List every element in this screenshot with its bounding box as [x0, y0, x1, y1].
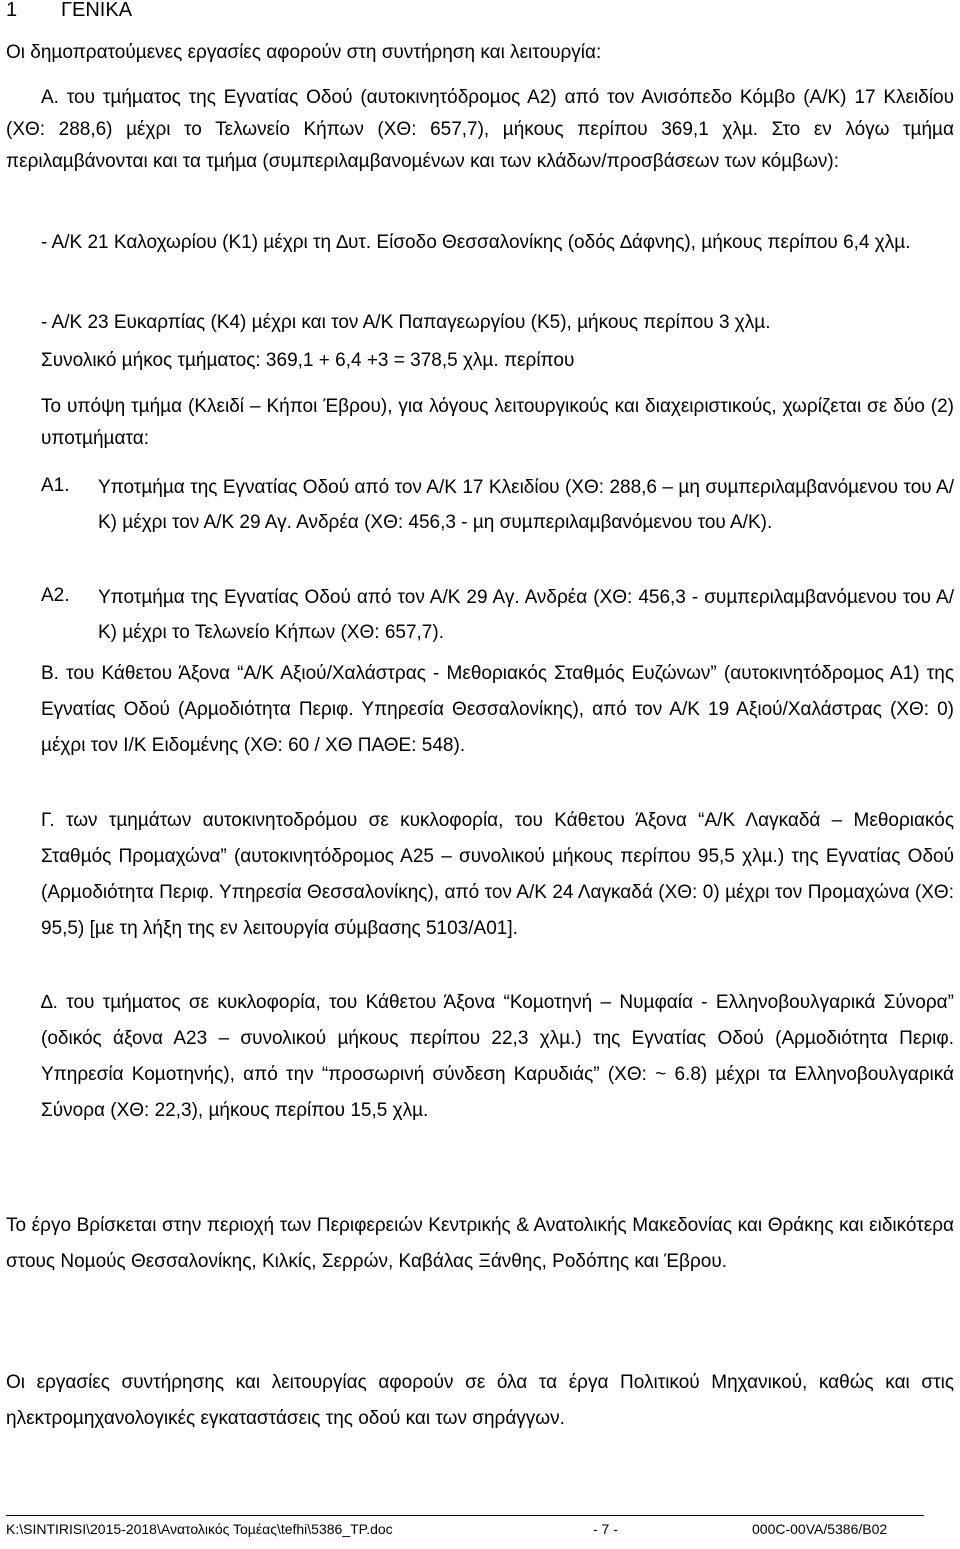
footer-file-path: K:\SINTIRISI\2015-2018\Ανατολικός Τοµέας\tefhi\5386_TP.doc — [6, 1521, 393, 1537]
section-a-paragraph: Α. του τµήµατος της Εγνατίας Οδού (αυτοκινητόδροµος Α2) από τον Ανισόπεδο Κόµβο (Α/Κ) 17 Κλειδίου (ΧΘ: 288,6) µέχρι το Τελωνείο Κήπων (ΧΘ: 657,7), µήκους περίπου 369,1 χλµ. Στο εν λόγω τµήµα περιλαµβάνονται και τα τµήµα (συµπεριλαµβανοµένων και των κλάδων/προσβάσεων των κόµβων): — [6, 87, 954, 172]
intro-paragraph: Οι δηµοπρατούµενες εργασίες αφορούν στη συντήρηση και λειτουργία: — [6, 42, 602, 63]
section-heading — [6, 0, 132, 26]
heading-title: ΓΕΝΙΚΑ — [61, 0, 133, 21]
section-a-total: Συνολικό µήκος τµήµατος: 369,1 + 6,4 +3 = 378,5 χλµ. περίπου — [41, 350, 575, 371]
subsection-a1-label: Α1. — [41, 475, 70, 496]
section-a-item-2: - Α/Κ 23 Ευκαρπίας (Κ4) µέχρι και τον Α/Κ Παπαγεωργίου (Κ5), µήκους περίπου 3 χλµ. — [41, 312, 771, 333]
footer-divider — [6, 1515, 924, 1516]
section-a-split: Το υπόψη τµήµα (Κλειδί – Κήποι Έβρου), για λόγους λειτουργικούς και διαχειριστικούς, χωρίζεται σε δύο (2) υποτµήµατα: — [41, 396, 954, 449]
section-a-item-1: - Α/Κ 21 Καλοχωρίου (Κ1) µέχρι τη ∆υτ. Είσοδο Θεσσαλονίκης (οδός ∆άφνης), µήκους περίπου 6,4 χλµ. — [41, 232, 911, 253]
location-paragraph: Το έργο Βρίσκεται στην περιοχή των Περιφερειών Κεντρικής & Ανατολικής Μακεδονίας και Θράκης και ειδικότερα στους Νοµούς Θεσσαλονίκης, Κιλκίς, Σερρών, Καβάλας Ξάνθης, Ροδόπης και Έβρου. — [6, 1215, 954, 1272]
footer-page-number: - 7 - — [593, 1521, 618, 1537]
subsection-a2-text: Υποτµήµα της Εγνατίας Οδού από τον Α/Κ 29 Αγ. Ανδρέα (ΧΘ: 456,3 - συµπεριλαµβανόµενου του Α/Κ) µέχρι το Τελωνείο Κήπων (ΧΘ: 657,7). — [98, 587, 954, 643]
section-g-paragraph: Γ. των τµηµάτων αυτοκινητοδρόµου σε κυκλοφορία, του Κάθετου Άξονα “Α/Κ Λαγκαδά – Μεθοριακός Σταθµός Προµαχώνα” (αυτοκινητόδροµος Α25 – συνολικού µήκους περίπου 95,5 χλµ.) της Εγνατίας Οδού (Αρµοδιότητα Περιφ. Υπηρεσία Θεσσαλονίκης), από τον Α/Κ 24 Λαγκαδά (ΧΘ: 0) µέχρι τον Προµαχώνα (ΧΘ: 95,5) [µε τη λήξη της εν λειτουργία σύµβασης 5103/Α01]. — [41, 810, 954, 939]
section-d-paragraph: ∆. του τµήµατος σε κυκλοφορία, του Κάθετου Άξονα “Κοµοτηνή – Νυµφαία - Ελληνοβουλγαρικά Σύνορα” (οδικός άξονα Α23 – συνολικού µήκους περίπου 22,3 χλµ.) της Εγνατίας Οδού (Αρµοδιότητα Περιφ. Υπηρεσία Κοµοτηνής), από την “προσωρινή σύνδεση Καρυδιάς” (ΧΘ: ~ 6.8) µέχρι τα Ελληνοβουλγαρικά Σύνορα (ΧΘ: 22,3), µήκους περίπου 15,5 χλµ. — [41, 992, 954, 1121]
footer-document-code: 000C-00VA/5386/B02 — [752, 1521, 888, 1537]
subsection-a1-text: Υποτµήµα της Εγνατίας Οδού από τον Α/Κ 17 Κλειδίου (ΧΘ: 288,6 – µη συµπεριλαµβανόµενου του Α/Κ) µέχρι τον Α/Κ 29 Αγ. Ανδρέα (ΧΘ: 456,3 - µη συµπεριλαµβανόµενου του Α/Κ). — [98, 477, 954, 533]
subsection-a2-label: Α2. — [41, 585, 70, 606]
heading-number: 1 — [6, 0, 18, 21]
works-paragraph: Οι εργασίες συντήρησης και λειτουργίας αφορούν σε όλα τα έργα Πολιτικού Μηχανικού, καθώς και στις ηλεκτροµηχανολογικές εγκαταστάσεις της οδού και των σηράγγων. — [6, 1372, 954, 1429]
section-b-paragraph: Β. του Κάθετου Άξονα “Α/Κ Αξιού/Χαλάστρας - Μεθοριακός Σταθµός Ευζώνων” (αυτοκινητόδροµος Α1) της Εγνατίας Οδού (Αρµοδιότητα Περιφ. Υπηρεσία Θεσσαλονίκης), από τον Α/Κ 19 Αξιού/Χαλάστρας (ΧΘ: 0) µέχρι τον Ι/Κ Ειδοµένης (ΧΘ: 60 / ΧΘ ΠΑΘΕ: 548). — [41, 663, 954, 756]
